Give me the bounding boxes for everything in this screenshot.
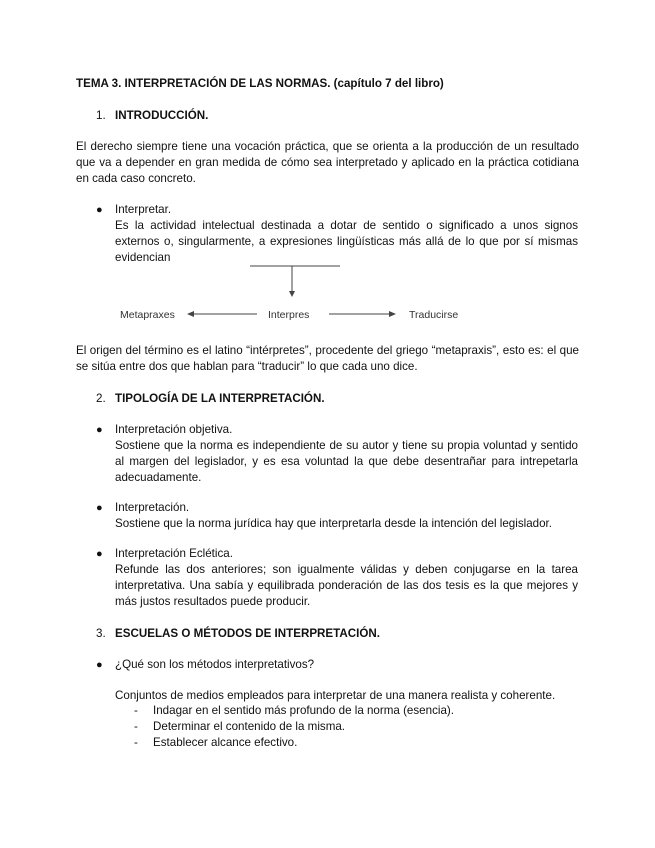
methods-definition: Conjuntos de medios empleados para interpretar de una manera realista y coherente. [115, 689, 556, 702]
bullet-question: ¿Qué son los métodos interpretativos? [115, 658, 315, 671]
dash-marker: - [134, 720, 138, 733]
list-item: Indagar en el sentido más profundo de la norma (esencia). [153, 704, 454, 717]
diagram-down-arrowhead [289, 291, 295, 297]
dash-marker: - [134, 704, 138, 717]
origin-paragraph: El origen del término es el latino “intérpretes”, procedente del griego “metapraxis”, esto es: el que se sitúa entre dos que hablan para “traducir” lo que cada uno dice. [76, 344, 579, 373]
bullet-interpretacion [115, 500, 578, 532]
section-2-number: 2. [96, 392, 106, 405]
section-1-number: 1. [96, 109, 106, 122]
document-title: TEMA 3. INTERPRETACIÓN DE LAS NORMAS. (capítulo 7 del libro) [76, 77, 444, 90]
bullet-title: Interpretación objetiva. [115, 423, 233, 436]
section-3-heading: ESCUELAS O MÉTODOS DE INTERPRETACIÓN. [115, 627, 380, 640]
bullet-text: Refunde las dos anteriores; son igualmente válidas y deben conjugarse en la tarea interpretativa. Una sabía y equilibrada ponderación de las dos tesis es la que mejores y más justos resultados puede producir. [115, 563, 578, 608]
bullet-text: Sostiene que la norma jurídica hay que interpretarla desde la intención del legislador. [115, 517, 552, 530]
bullet-icon: ● [96, 548, 103, 560]
diagram-left-arrowhead [187, 311, 194, 317]
bullet-icon: ● [96, 424, 103, 436]
intro-paragraph: El derecho siempre tiene una vocación práctica, que se orienta a la producción de un resultado que va a depender en gran medida de cómo sea interpretado y aplicado en la práctica cotidiana en cada caso concreto. [76, 140, 579, 185]
diagram-label-metapraxes: Metapraxes [120, 309, 175, 321]
diagram-label-interpres: Interpres [268, 309, 310, 321]
section-2-heading: TIPOLOGÍA DE LA INTERPRETACIÓN. [115, 392, 325, 405]
bullet-text: Sostiene que la norma es independiente de su autor y tiene su propia voluntad y sentido al margen del legislador, y es esa voluntad la que debe desentrañar para intrepetarla adecuadamente. [115, 439, 578, 484]
bullet-icon: ● [96, 659, 103, 671]
dash-marker: - [134, 736, 138, 749]
bullet-title: Interpretar. [115, 203, 172, 216]
diagram-label-traducirse: Traducirse [409, 309, 459, 321]
section-3-number: 3. [96, 627, 106, 640]
etymology-diagram [0, 255, 655, 330]
bullet-interpretacion-ecletica [115, 546, 578, 610]
diagram-right-arrowhead [389, 311, 396, 317]
list-item: Determinar el contenido de la misma. [153, 720, 346, 733]
bullet-interpretacion-objetiva [115, 422, 578, 486]
bullet-icon: ● [96, 502, 103, 514]
bullet-text: Es la actividad intelectual destinada a dotar de sentido o significado a unos signos externos o, singularmente, a expresiones lingüísticas más allá de lo que por sí mismas evidencian [115, 219, 578, 264]
bullet-title: Interpretación Eclética. [115, 547, 233, 560]
section-1-heading: INTRODUCCIÓN. [115, 109, 209, 122]
bullet-title: Interpretación. [115, 501, 190, 514]
bullet-icon: ● [96, 204, 103, 216]
list-item: Establecer alcance efectivo. [153, 736, 298, 749]
